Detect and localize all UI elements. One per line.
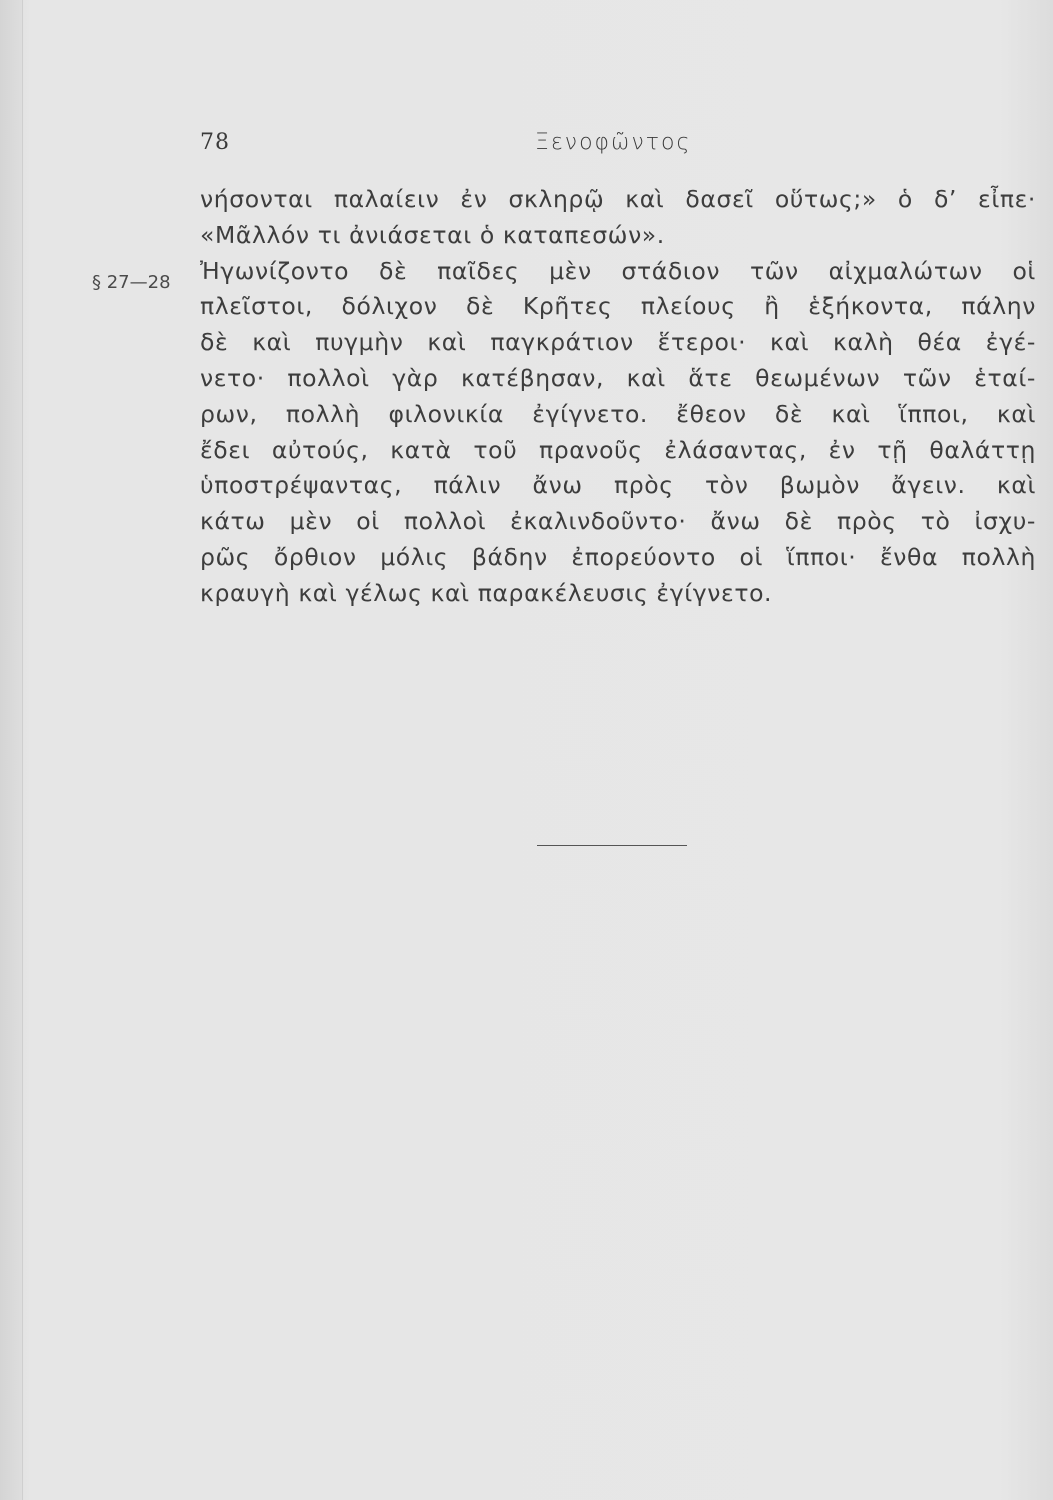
text-line: δὲ καὶ πυγμὴν καὶ παγκράτιον ἕτεροι· καὶ καλὴ θέα ἐγέ- — [200, 328, 1036, 357]
page-number: 78 — [200, 130, 230, 155]
text-line: ἔδει αὐτούς, κατὰ τοῦ πρανοῦς ἐλάσαντας, ἐν τῇ θαλάττῃ — [200, 435, 1036, 464]
running-title: Ξενοφῶντος — [535, 130, 692, 155]
text-line: κάτω μὲν οἱ πολλοὶ ἐκαλινδοῦντο· ἄνω δὲ πρὸς τὸ ἰσχυ- — [200, 507, 1036, 536]
text-line: ρων, πολλὴ φιλονικία ἐγίγνετο. ἔθεον δὲ καὶ ἵπποι, καὶ — [200, 399, 1036, 428]
text-line: ὑποστρέψαντας, πάλιν ἄνω πρὸς τὸν βωμὸν ἄγειν. καὶ — [200, 471, 1036, 500]
section-marker: § 27—28 — [92, 272, 171, 293]
running-head — [200, 130, 1036, 164]
body-text — [200, 182, 1036, 612]
page-binding-edge — [0, 0, 23, 1500]
text-line: Ἠγωνίζοντο δὲ παῖδες μὲν στάδιον τῶν αἰχμαλώτων οἱ — [200, 256, 1036, 285]
section-end-rule — [537, 845, 687, 846]
text-line: νετο· πολλοὶ γὰρ κατέβησαν, καὶ ἅτε θεωμένων τῶν ἑταί- — [200, 363, 1036, 392]
text-line: πλεῖστοι, δόλιχον δὲ Κρῆτες πλείους ἢ ἑξήκοντα, πάλην — [200, 292, 1036, 321]
text-line: ρῶς ὄρθιον μόλις βάδην ἐπορεύοντο οἱ ἵπποι· ἔνθα πολλὴ — [200, 542, 1036, 571]
text-line: «Μᾶλλόν τι ἀνιάσεται ὁ καταπεσών». — [200, 220, 665, 249]
text-line: νήσονται παλαίειν ἐν σκληρῷ καὶ δασεῖ οὕτως;» ὁ δ’ εἶπε· — [200, 185, 1036, 213]
text-line: κραυγὴ καὶ γέλως καὶ παρακέλευσις ἐγίγνετο. — [200, 578, 773, 607]
